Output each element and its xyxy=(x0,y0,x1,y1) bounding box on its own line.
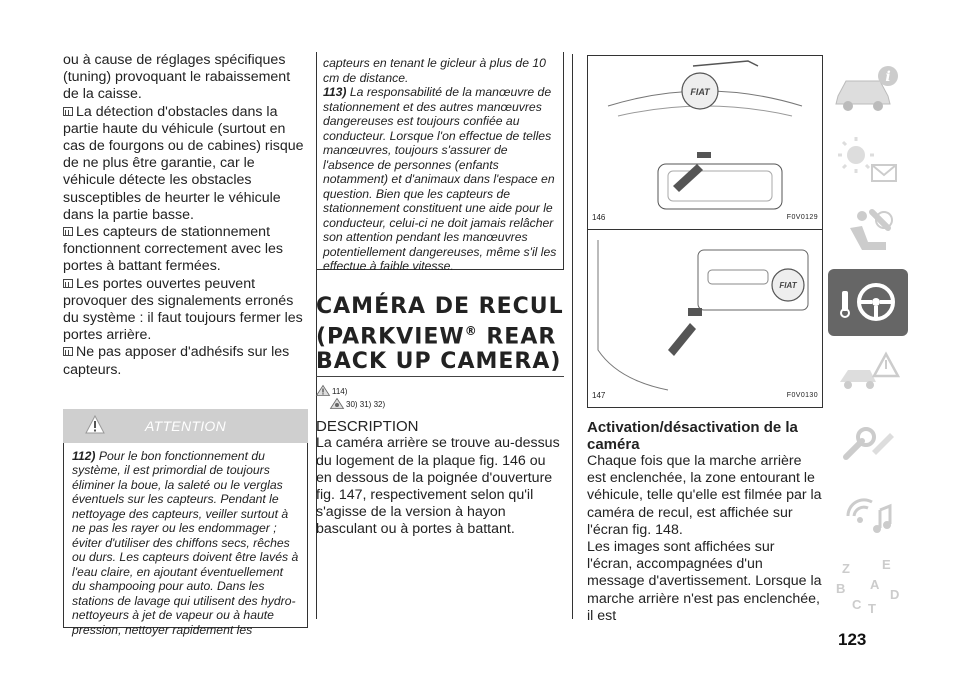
svg-text:B: B xyxy=(836,581,846,596)
figure-number: 147 xyxy=(592,390,606,400)
bullet-icon xyxy=(63,107,73,116)
section-title: CAMÉRA DE RECUL (PARKVIEW® REAR BACK UP CAMERA) xyxy=(316,294,564,377)
multimedia-icon[interactable] xyxy=(828,482,908,549)
page-number: 123 xyxy=(838,630,867,649)
warning-text: Pour le bon fonctionnement du système, il est primordial de toujours éliminer la boue, la saleté ou le verglas éventuels sur les capteurs. Pendant le nettoyage des capteurs, veiller surtout à ne pas les rayer ou les endommager ; éviter d'utiliser des chiffons secs, rêches ou durs. Les capteurs doivent être lavés à l'eau claire, en ajoutant éventuellement du shampooing pour auto. Dans les stations de lavage qui utilisent des hydro-nettoyeurs à jet de vapeur ou à haute pression, nettoyer rapidement les xyxy=(72,448,299,637)
warning-triangle-icon xyxy=(316,385,330,396)
index-letters-icon[interactable] xyxy=(828,553,908,620)
column-1 xyxy=(63,52,308,637)
warning-header xyxy=(63,409,308,443)
intro-paragraph: ou à cause de réglages spécifiques (tuning) provoquant le rabaissement de la caisse. xyxy=(63,52,291,103)
bullet-item: Les capteurs de stationnement fonctionnent correctement avec les portes à battant fermées. xyxy=(63,224,284,275)
svg-text:T: T xyxy=(868,601,876,616)
column-2 xyxy=(316,52,564,539)
svg-text:Z: Z xyxy=(842,561,850,576)
activation-paragraph-2: Les images sont affichées sur l'écran, accompagnées d'un message d'avertissement. Lorsque la marche arrière n'est pas enclenchée, il est xyxy=(587,539,822,624)
activation-paragraph-1: Chaque fois que la marche arrière est enclenchée, la zone entourant le véhicule, telle qu'elle est filmée par la caméra de recul, est affichée sur l'écran fig. 148. xyxy=(587,453,822,538)
tailgate-camera-illustration xyxy=(588,56,822,216)
bullet-item: Les portes ouvertes peuvent provoquer des signalements erronés du système : il faut toujours fermer les portes arrière. xyxy=(63,275,303,344)
figure-146 xyxy=(587,55,823,230)
warning-references xyxy=(316,385,564,411)
description-title: DESCRIPTION xyxy=(316,418,419,436)
figure-code: F0V0130 xyxy=(786,391,818,399)
svg-text:E: E xyxy=(882,557,891,572)
note-text: La responsabilité de la manœuvre de stationnement et des autres manœuvres dangereuses est toujours confiée au conducteur. Lorsque l'on effectue de telles manœuvres, toujours s'assurer de l'absence de personnes (enfants notamment) et d'animaux dans l'espace en question. Bien que les capteurs de stationnement constituent une aide pour le conducteur, celui-ci ne doit jamais relâcher son attention pendant les manœuvres potentiellement dangereuses, même s'il les effectue à faible vitesse. xyxy=(323,85,557,273)
warning-title: ATTENTION xyxy=(145,417,226,434)
warning-lights-icon[interactable] xyxy=(828,127,908,194)
svg-text:FIAT: FIAT xyxy=(690,87,710,97)
accident-icon[interactable] xyxy=(828,340,908,407)
note-box xyxy=(316,52,564,273)
reference-114: 114) xyxy=(332,387,348,397)
warning-box xyxy=(63,443,308,637)
note-number: 113) xyxy=(323,85,347,99)
service-wrench-icon[interactable] xyxy=(828,411,908,478)
bullet-item: La détection d'obstacles dans la partie haute du véhicule (surtout en cas de fourgons ou de cabines) risque de ne plus être garantie, car le véhicule détecte les obstacles susceptibles de heurter le véhicule dans la partie basse. xyxy=(63,103,304,223)
airbag-seat-icon[interactable] xyxy=(828,198,908,265)
svg-text:A: A xyxy=(870,577,880,592)
svg-text:FIAT: FIAT xyxy=(779,281,797,290)
bullet-item: Ne pas apposer d'adhésifs sur les capteurs. xyxy=(63,344,290,378)
door-handle-camera-illustration xyxy=(588,230,822,395)
bullet-icon xyxy=(63,227,73,236)
svg-text:D: D xyxy=(890,587,900,602)
activation-title: Activation/désactivation de la caméra xyxy=(587,419,798,453)
figure-code: F0V0129 xyxy=(786,213,818,221)
svg-text:C: C xyxy=(852,597,862,612)
warning-number: 112) xyxy=(72,448,96,463)
figure-147 xyxy=(587,230,823,408)
reference-30-32: 30) 31) 32) xyxy=(346,400,386,410)
car-info-icon[interactable] xyxy=(828,56,908,123)
note-continuation: capteurs en tenant le gicleur à plus de 10 cm de distance. xyxy=(323,56,546,85)
info-triangle-icon xyxy=(330,398,344,409)
chapter-sidebar xyxy=(828,56,908,624)
bullet-icon xyxy=(63,279,73,288)
bullet-icon xyxy=(63,347,73,356)
column-3 xyxy=(587,55,823,625)
description-paragraph: La caméra arrière se trouve au-dessus du logement de la plaque fig. 146 ou en dessous de la poignée d'ouverture fig. 147, respectivement selon qu'il s'agisse de la version à hayon basculant ou à portes à battant. xyxy=(316,435,560,538)
column-divider-right xyxy=(572,54,573,619)
figure-number: 146 xyxy=(592,212,606,222)
svg-text:i: i xyxy=(885,69,891,85)
steering-wheel-key-icon[interactable] xyxy=(828,269,908,336)
